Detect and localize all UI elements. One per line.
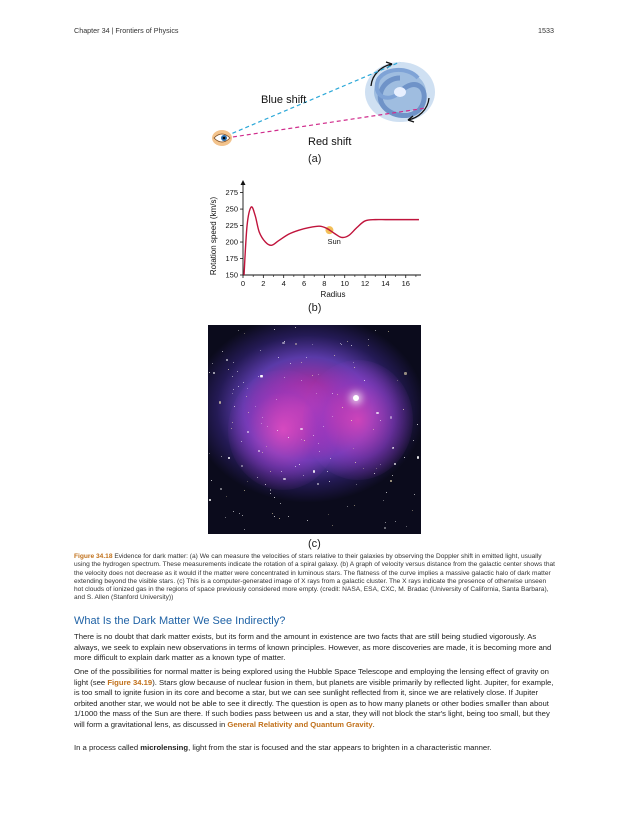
- paragraph-2-text-b: ). Stars glow because of nuclear fusion in them, but planets are visible primarily by reflected light. Jupiter, for example, is too small to ignite fusion in its core and become a star, but we can see sunlight reflected from it, since we are relatively close. If Jupiter orbited another star, we would not be able to see it directly. The question is open as to how many planets or other bodies smaller than about 1/1000 the mass of the Sun are there. If such bodies pass between us and a star, they will not block the star's light, being too small, but they will form a gravitational lens, as discussed in: [74, 677, 554, 729]
- background-star: [281, 471, 282, 472]
- background-star: [404, 457, 405, 458]
- background-star: [232, 376, 233, 377]
- background-star: [351, 345, 352, 346]
- background-star: [295, 327, 296, 328]
- background-star: [351, 420, 352, 421]
- x-tick-label: 0: [240, 279, 246, 288]
- background-star: [209, 372, 210, 373]
- background-star: [312, 344, 313, 345]
- background-star: [403, 409, 404, 410]
- background-star: [238, 330, 239, 331]
- background-star: [404, 372, 406, 374]
- background-star: [238, 386, 239, 387]
- background-star: [327, 471, 328, 472]
- background-star: [341, 344, 342, 345]
- y-axis-label: Rotation speed (km/s): [209, 196, 218, 276]
- background-star: [258, 376, 259, 377]
- sun-annotation: Sun: [327, 237, 341, 247]
- background-star: [220, 488, 222, 490]
- background-star: [328, 514, 329, 515]
- background-star: [353, 362, 354, 363]
- background-star: [412, 510, 413, 511]
- spiral-galaxy-icon: [365, 62, 435, 122]
- background-star: [219, 401, 221, 403]
- background-star: [244, 490, 245, 491]
- y-tick-label: 175: [225, 254, 238, 264]
- background-star: [414, 494, 415, 495]
- background-star: [295, 466, 296, 467]
- background-star: [222, 351, 223, 352]
- x-tick-label: 12: [360, 279, 370, 288]
- background-star: [392, 475, 393, 476]
- background-star: [337, 394, 338, 395]
- background-star: [383, 500, 384, 501]
- x-axis-label: Radius: [320, 290, 346, 299]
- microlensing-term: microlensing: [140, 743, 189, 752]
- background-star: [239, 513, 240, 514]
- background-star: [278, 357, 279, 358]
- background-star: [242, 515, 243, 516]
- background-star: [255, 406, 256, 407]
- background-star: [347, 506, 348, 507]
- background-star: [386, 492, 387, 493]
- background-star: [244, 529, 245, 530]
- background-star: [417, 424, 418, 425]
- background-star: [262, 417, 263, 418]
- background-star: [233, 362, 234, 363]
- background-star: [347, 341, 348, 342]
- page-number: 1533: [538, 26, 554, 35]
- paragraph-2-text-c: .: [372, 719, 375, 729]
- background-star: [323, 426, 324, 427]
- background-star: [257, 477, 258, 478]
- background-star: [397, 380, 398, 381]
- eye-icon: [212, 130, 232, 146]
- background-star: [270, 471, 271, 472]
- background-star: [413, 440, 414, 441]
- background-star: [213, 372, 215, 374]
- background-star: [385, 522, 386, 523]
- background-star: [280, 503, 281, 504]
- general-relativity-link[interactable]: General Relativity and Quantum Gravity: [227, 719, 373, 729]
- bright-star: [353, 395, 359, 401]
- background-star: [221, 456, 222, 457]
- background-star: [232, 393, 233, 394]
- background-star: [332, 525, 333, 526]
- background-star: [384, 527, 386, 529]
- background-star: [368, 339, 369, 340]
- x-tick-label: 6: [301, 279, 307, 288]
- x-tick-label: 4: [281, 279, 286, 288]
- y-tick-label: 275: [225, 188, 238, 198]
- background-star: [209, 453, 210, 454]
- background-star: [282, 342, 284, 344]
- y-tick-label: 250: [225, 204, 238, 214]
- background-star: [356, 484, 357, 485]
- background-star: [368, 345, 369, 346]
- background-star: [274, 516, 275, 517]
- x-tick-label: 14: [381, 279, 390, 288]
- y-tick-label: 150: [225, 270, 238, 280]
- background-star: [307, 520, 308, 521]
- background-star: [334, 355, 335, 356]
- background-star: [243, 382, 244, 383]
- background-star: [226, 496, 227, 497]
- background-star: [260, 350, 261, 351]
- background-star: [406, 526, 407, 527]
- background-star: [244, 333, 245, 334]
- background-star: [301, 380, 302, 381]
- x-tick-label: 10: [340, 279, 349, 288]
- background-star: [301, 362, 302, 363]
- background-star: [228, 457, 230, 459]
- background-star: [390, 480, 392, 482]
- background-star: [318, 374, 319, 375]
- background-star: [300, 428, 302, 430]
- background-star: [306, 357, 307, 358]
- background-star: [317, 483, 319, 485]
- figure-a-label: (a): [308, 153, 322, 165]
- paragraph-3-text-a: In a process called: [74, 743, 141, 752]
- x-tick-label: 8: [322, 279, 327, 288]
- background-star: [290, 363, 291, 364]
- background-star: [265, 484, 266, 485]
- background-star: [233, 389, 234, 390]
- chapter-header: Chapter 34 | Frontiers of Physics: [74, 26, 179, 35]
- background-star: [209, 499, 211, 501]
- background-star: [376, 412, 378, 414]
- background-star: [211, 480, 212, 481]
- figure-caption: [74, 553, 556, 603]
- y-axis-arrow: [241, 180, 246, 185]
- background-star: [228, 369, 229, 370]
- background-star: [388, 331, 389, 332]
- x-tick-label: 16: [401, 279, 410, 288]
- background-star: [233, 511, 234, 512]
- background-star: [237, 371, 238, 372]
- paragraph-2-text-a: One of the possibilities for normal matter is being explored using the Hubble Space Telescope and employing the lensing effect of gravity on light (see: [74, 667, 549, 687]
- background-star: [288, 437, 289, 438]
- background-star: [274, 329, 275, 330]
- background-star: [247, 481, 248, 482]
- background-star: [395, 521, 396, 522]
- background-star: [260, 375, 262, 377]
- y-tick-label: 225: [225, 221, 238, 231]
- background-star: [284, 377, 285, 378]
- red-shift-label: Red shift: [308, 136, 352, 148]
- background-star: [295, 343, 297, 345]
- background-star: [277, 430, 278, 431]
- background-star: [274, 497, 275, 498]
- figure-caption-text: Evidence for dark matter: (a) We can measure the velocities of stars relative to their galaxies by observing the Doppler shift in emitted light, usually using the hydrogen spectrum. These measurements indicate the rotation of a spiral galaxy. (b) A graph of velocity versus distance from the galactic center shows that the velocity does not decrease as it would if the matter were concentrated in luminous stars. The flatness of the curve implies a massive galactic halo of dark matter extending beyond the visible stars. (c) This is a computer-generated image of X rays from a galactic cluster. The X rays indicate the presence of otherwise unseen hot clouds of ionized gas in the regions of space previously considered more empty. (credit: NASA, ESA, CXC, M. Bradac (University of California, Santa Barbara), and S. Allen (Stanford University)): [74, 553, 555, 602]
- background-star: [375, 330, 376, 331]
- background-star: [248, 412, 249, 413]
- paragraph-3: [74, 743, 558, 754]
- background-star: [313, 470, 315, 472]
- background-star: [279, 518, 280, 519]
- figure-c-label: (c): [308, 538, 321, 550]
- background-star: [231, 428, 232, 429]
- background-star: [226, 359, 228, 361]
- background-star: [417, 456, 419, 458]
- background-star: [272, 513, 273, 514]
- background-star: [312, 375, 313, 376]
- background-star: [270, 493, 271, 494]
- background-star: [225, 517, 226, 518]
- background-star: [354, 505, 355, 506]
- xray-cloud-right: [303, 360, 413, 480]
- background-star: [342, 407, 343, 408]
- blue-shift-label: Blue shift: [261, 94, 307, 106]
- background-star: [329, 481, 330, 482]
- paragraph-3-text-b: , light from the star is focused and the star appears to brighten in a characteristic manner.: [188, 743, 492, 752]
- figure-b-label: (b): [308, 302, 322, 314]
- background-star: [234, 406, 235, 407]
- y-tick-label: 200: [225, 237, 238, 247]
- background-star: [318, 443, 319, 444]
- background-star: [270, 490, 271, 491]
- paragraph-2: [74, 667, 558, 730]
- paragraph-1: There is no doubt that dark matter exists, but its form and the amount in existence are two facts that are still being studied vigorously. As always, we seek to explain new observations in terms of known principles. However, as more discoveries are made, it is becoming more and more difficult to explain dark matter as a known type of matter.: [74, 632, 552, 662]
- x-tick-label: 2: [261, 279, 266, 288]
- section-title: What Is the Dark Matter We See Indirectly?: [74, 615, 286, 627]
- rotation-curve-chart: [203, 178, 428, 320]
- figure-34-19-link[interactable]: Figure 34.19: [107, 677, 153, 687]
- background-star: [288, 516, 289, 517]
- figure-caption-label: Figure 34.18: [74, 553, 113, 560]
- galaxy-cluster-xray-image: [208, 325, 421, 534]
- background-star: [258, 450, 260, 452]
- background-star: [212, 363, 213, 364]
